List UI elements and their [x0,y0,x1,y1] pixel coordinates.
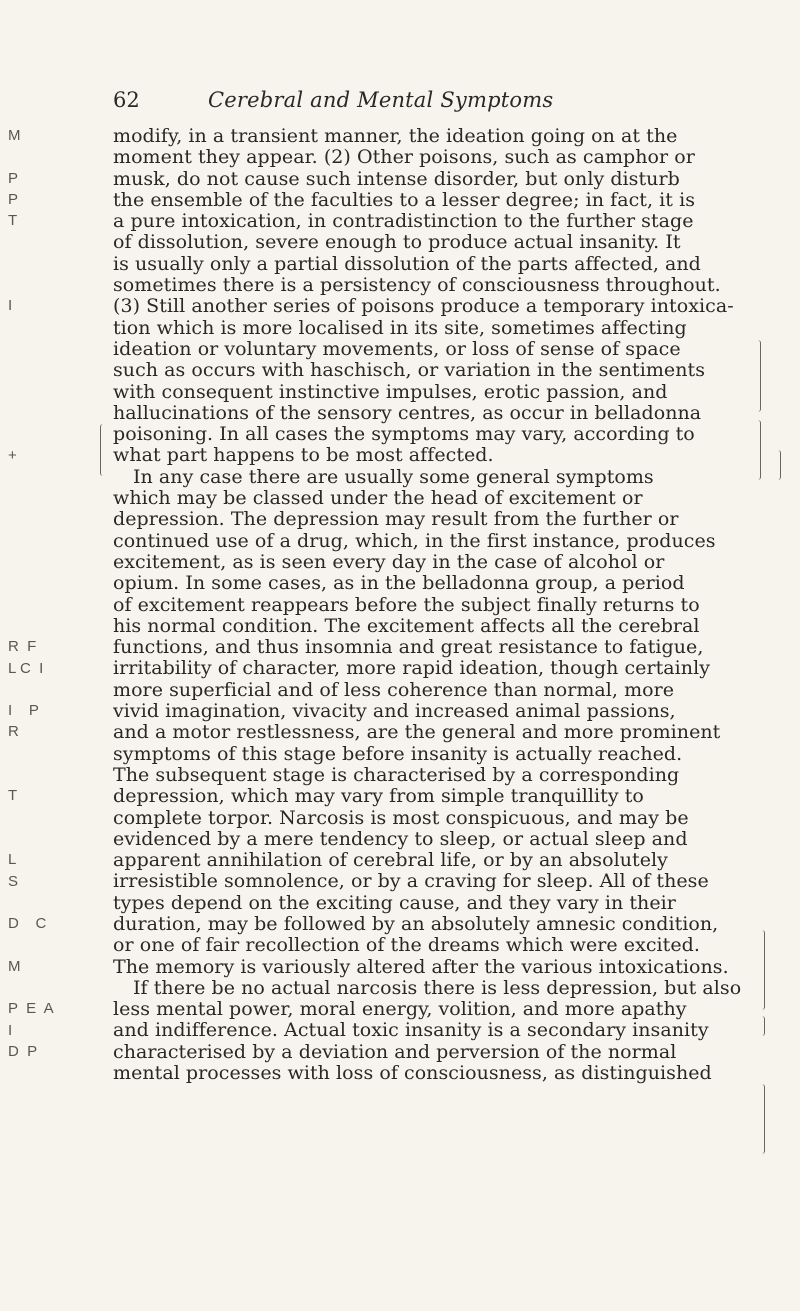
text-line: more superficial and of less coherence than normal, more [113,679,675,701]
text-line: which may be classed under the head of excitement or [113,488,643,510]
text-line: hallucinations of the sensory centres, as occur in belladonna [113,402,702,424]
margin-mark: D C [8,915,47,933]
text-line: less mental power, moral energy, volition, and more apathy [113,999,687,1021]
margin-bracket [760,1016,765,1036]
text-line: of excitement reappears before the subject finally returns to [113,594,700,616]
text-line: is usually only a partial dissolution of the parts affected, and [113,253,701,275]
text-line: depression. The depression may result from the further or [113,509,679,531]
text-line: irresistible somnolence, or by a craving for sleep. All of these [113,871,709,893]
page-header [0,86,800,116]
text-line: depression, which may vary from simple tranquillity to [113,786,644,808]
margin-mark: L [8,851,17,869]
margin-mark: P [8,169,19,187]
text-line: If there be no actual narcosis there is less depression, but also [133,977,742,999]
margin-mark: D P [8,1042,38,1060]
margin-bracket [776,450,781,480]
text-line: continued use of a drug, which, in the first instance, produces [113,530,716,552]
text-line: functions, and thus insomnia and great resistance to fatigue, [113,637,704,659]
margin-mark: P E A [8,1000,54,1018]
text-line: such as occurs with haschisch, or variation in the sentiments [113,360,706,382]
margin-mark: P [8,190,19,208]
text-line: moment they appear. (2) Other poisons, such as camphor or [113,147,695,169]
text-line: modify, in a transient manner, the ideation going on at the [113,126,678,147]
margin-mark: T [8,787,18,805]
text-line: the ensemble of the faculties to a lesser degree; in fact, it is [113,189,695,211]
text-line: of dissolution, severe enough to produce actual insanity. It [113,232,681,254]
text-line: The subsequent stage is characterised by a corresponding [113,764,680,786]
margin-mark: M [8,127,21,144]
text-line: sometimes there is a persistency of consciousness throughout. [113,275,721,297]
text-line: and a motor restlessness, are the general and more prominent [113,722,721,744]
text-line: characterised by a deviation and perversion of the normal [113,1041,677,1063]
running-title: Cerebral and Mental Symptoms [208,88,554,112]
margin-mark: I [8,297,13,315]
text-line: In any case there are usually some general symptoms [133,466,654,488]
margin-mark: L C I [8,659,44,677]
text-line: evidenced by a mere tendency to sleep, or actual sleep and [113,828,688,850]
text-line: with consequent instinctive impulses, erotic passion, and [113,381,668,403]
margin-mark: I P [8,702,39,720]
margin-mark: M [8,957,21,975]
text-line: what part happens to be most affected. [113,445,494,467]
text-line: The memory is variously altered after the various intoxications. [113,956,729,978]
margin-bracket [760,1084,765,1154]
text-line: his normal condition. The excitement affects all the cerebral [113,615,700,637]
text-line: irritability of character, more rapid ideation, though certainly [113,658,710,680]
margin-mark: R F [8,638,37,656]
text-line: tion which is more localised in its site, sometimes affecting [113,317,687,339]
margin-mark: R [8,723,19,741]
text-line: duration, may be followed by an absolutely amnesic condition, [113,913,719,935]
text-line: a pure intoxication, in contradistinction to the further stage [113,211,694,233]
page-number: 62 [113,88,140,112]
margin-mark: S [8,872,19,890]
text-line: ideation or voluntary movements, or loss of sense of space [113,338,681,360]
text-line: and indifference. Actual toxic insanity is a secondary insanity [113,1020,709,1042]
text-line: apparent annihilation of cerebral life, or by an absolutely [113,850,668,872]
text-line: poisoning. In all cases the symptoms may vary, according to [113,424,695,446]
text-line: excitement, as is seen every day in the case of alcohol or [113,551,665,573]
margin-bracket [760,930,765,1010]
text-line: types depend on the exciting cause, and they vary in their [113,892,676,914]
body-text [113,126,753,1084]
text-line: mental processes with loss of consciousness, as distinguished [113,1063,712,1085]
margin-bracket [756,340,761,412]
text-line: (3) Still another series of poisons produce a temporary intoxica- [113,296,734,318]
margin-bracket [756,420,761,480]
text-line: or one of fair recollection of the dreams which were excited. [113,935,700,957]
margin-mark: I [8,1021,13,1039]
margin-bracket [100,424,105,476]
text-line: opium. In some cases, as in the belladonna group, a period [113,573,685,595]
text-line: complete torpor. Narcosis is most conspicuous, and may be [113,807,689,829]
text-line: symptoms of this stage before insanity is actually reached. [113,743,683,765]
margin-mark: T [8,212,18,230]
text-line: musk, do not cause such intense disorder, but only disturb [113,168,680,190]
margin-mark: + [8,446,17,464]
text-line: vivid imagination, vivacity and increased animal passions, [113,701,676,723]
